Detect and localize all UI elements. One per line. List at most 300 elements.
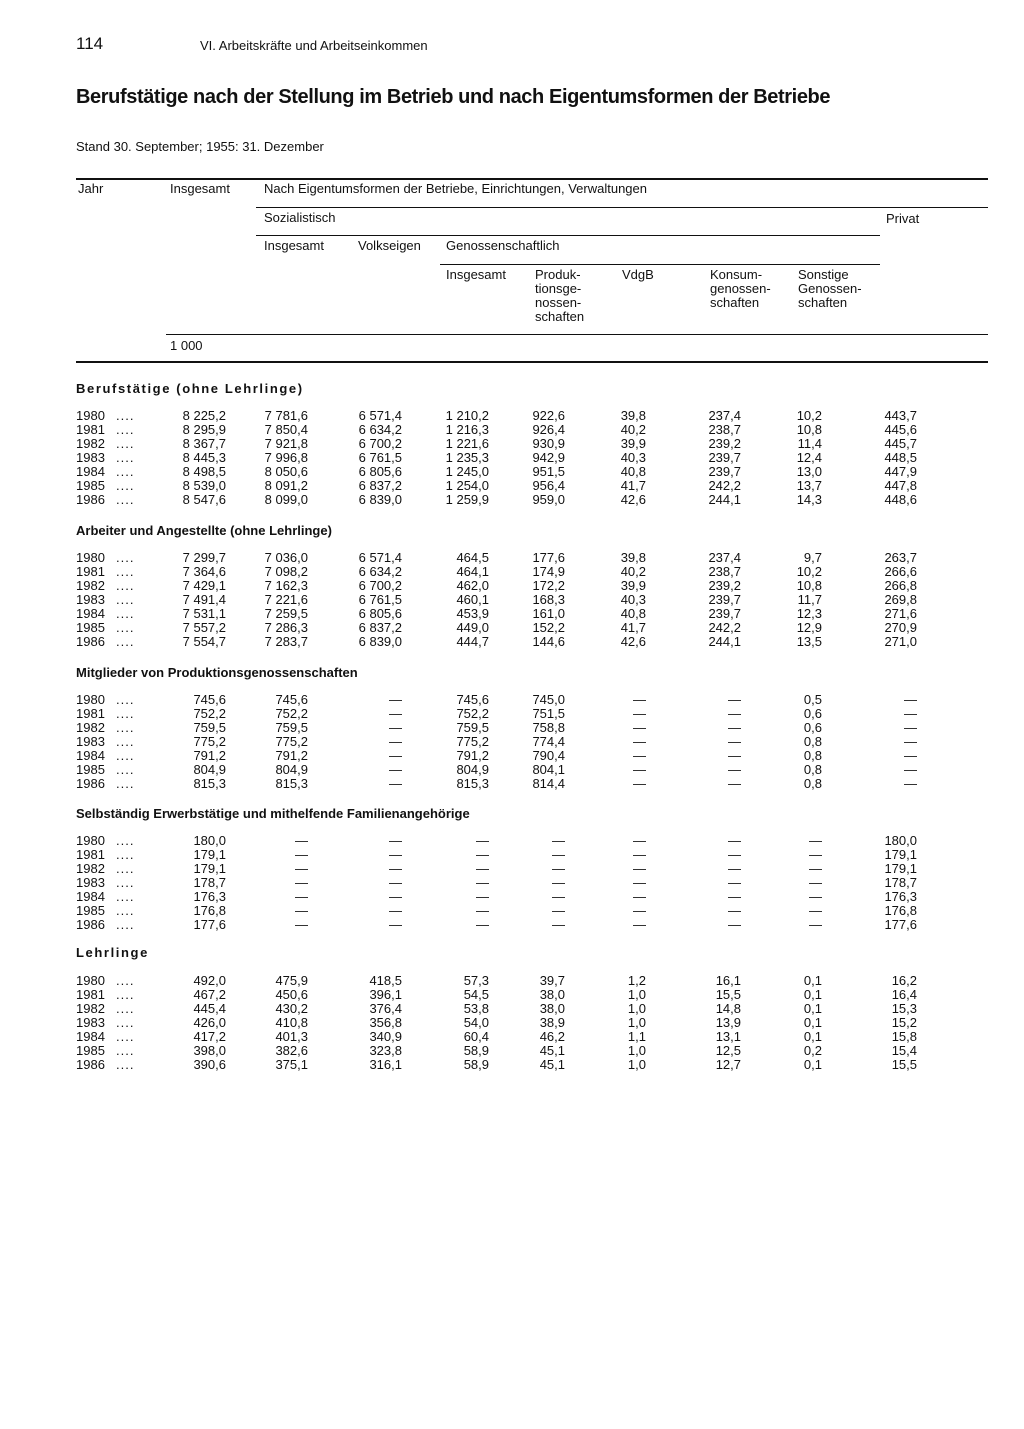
header-sonstige: Sonstige Genossen- schaften (798, 267, 862, 310)
leader-dots: .... (116, 478, 135, 493)
cell-privat: — (904, 706, 917, 721)
cell-volkseigen: — (389, 692, 402, 707)
section-title: Lehrlinge (76, 945, 149, 960)
cell-vdgb: — (633, 875, 646, 890)
cell-sonstige: — (809, 889, 822, 904)
cell-insgesamt: 815,3 (193, 776, 226, 791)
cell-produktion: — (552, 847, 565, 862)
header-vdgb: VdgB (622, 267, 654, 282)
cell-konsum: 12,5 (715, 1043, 741, 1058)
cell-insgesamt: 467,2 (193, 987, 226, 1002)
cell-produktion: 174,9 (532, 564, 565, 579)
cell-gen-insgesamt: 58,9 (463, 1043, 489, 1058)
header-insgesamt: Insgesamt (170, 181, 230, 196)
cell-sonstige: 0,1 (803, 1057, 822, 1072)
cell-privat: 271,6 (884, 606, 917, 621)
table-body (0, 551, 1024, 649)
cell-soz-insgesamt: 804,9 (275, 762, 308, 777)
cell-privat: 269,8 (884, 592, 917, 607)
cell-insgesamt: 417,2 (193, 1029, 226, 1044)
leader-dots: .... (116, 1029, 135, 1044)
cell-gen-insgesamt: 775,2 (456, 734, 489, 749)
table-body (0, 693, 1024, 791)
cell-konsum: — (728, 748, 741, 763)
cell-soz-insgesamt: — (295, 875, 308, 890)
cell-konsum: — (728, 833, 741, 848)
cell-privat: 445,6 (884, 422, 917, 437)
cell-volkseigen: 6 837,2 (358, 478, 402, 493)
table-row (0, 437, 1024, 451)
year-cell: 1983 (76, 450, 105, 465)
cell-vdgb: 40,8 (620, 464, 646, 479)
cell-volkseigen: — (389, 861, 402, 876)
cell-vdgb: — (633, 762, 646, 777)
cell-vdgb: 1,0 (627, 987, 646, 1002)
cell-volkseigen: 316,1 (369, 1057, 402, 1072)
year-cell: 1981 (76, 706, 105, 721)
table-row (0, 493, 1024, 507)
cell-insgesamt: 7 299,7 (182, 550, 226, 565)
cell-volkseigen: — (389, 917, 402, 932)
leader-dots: .... (116, 634, 135, 649)
table-row (0, 974, 1024, 988)
cell-vdgb: 39,9 (620, 436, 646, 451)
cell-privat: 15,2 (891, 1015, 917, 1030)
cell-produktion: 956,4 (532, 478, 565, 493)
cell-sonstige: 10,2 (796, 564, 822, 579)
leader-dots: .... (116, 847, 135, 862)
cell-soz-insgesamt: 7 781,6 (264, 408, 308, 423)
table-row (0, 777, 1024, 791)
cell-produktion: 177,6 (532, 550, 565, 565)
cell-soz-insgesamt: 430,2 (275, 1001, 308, 1016)
year-cell: 1984 (76, 464, 105, 479)
header-unit: 1 000 (170, 338, 203, 353)
year-cell: 1981 (76, 564, 105, 579)
cell-insgesamt: 7 364,6 (182, 564, 226, 579)
table-row (0, 876, 1024, 890)
cell-konsum: — (728, 847, 741, 862)
cell-gen-insgesamt: 1 245,0 (445, 464, 489, 479)
cell-produktion: 172,2 (532, 578, 565, 593)
leader-dots: .... (116, 550, 135, 565)
cell-volkseigen: 356,8 (369, 1015, 402, 1030)
cell-volkseigen: 340,9 (369, 1029, 402, 1044)
cell-gen-insgesamt: 759,5 (456, 720, 489, 735)
cell-insgesamt: 759,5 (193, 720, 226, 735)
leader-dots: .... (116, 720, 135, 735)
cell-gen-insgesamt: 745,6 (456, 692, 489, 707)
cell-konsum: — (728, 917, 741, 932)
cell-soz-insgesamt: 7 921,8 (264, 436, 308, 451)
cell-insgesamt: 8 498,5 (182, 464, 226, 479)
cell-volkseigen: — (389, 847, 402, 862)
cell-konsum: 15,5 (715, 987, 741, 1002)
header-jahr: Jahr (78, 181, 104, 196)
table-row (0, 409, 1024, 423)
cell-soz-insgesamt: — (295, 903, 308, 918)
cell-produktion: 38,0 (539, 1001, 565, 1016)
cell-gen-insgesamt: 815,3 (456, 776, 489, 791)
leader-dots: .... (116, 408, 135, 423)
cell-privat: 266,6 (884, 564, 917, 579)
cell-sonstige: 0,1 (803, 987, 822, 1002)
cell-produktion: 758,8 (532, 720, 565, 735)
leader-dots: .... (116, 1043, 135, 1058)
cell-konsum: 244,1 (708, 492, 741, 507)
cell-produktion: 926,4 (532, 422, 565, 437)
cell-privat: 270,9 (884, 620, 917, 635)
cell-sonstige: 0,8 (803, 776, 822, 791)
cell-insgesamt: 7 531,1 (182, 606, 226, 621)
cell-insgesamt: 7 557,2 (182, 620, 226, 635)
leader-dots: .... (116, 1001, 135, 1016)
year-cell: 1980 (76, 408, 105, 423)
cell-sonstige: — (809, 833, 822, 848)
cell-vdgb: — (633, 903, 646, 918)
cell-insgesamt: 7 429,1 (182, 578, 226, 593)
leader-dots: .... (116, 606, 135, 621)
year-cell: 1985 (76, 478, 105, 493)
cell-vdgb: — (633, 833, 646, 848)
year-cell: 1984 (76, 606, 105, 621)
cell-volkseigen: 6 761,5 (358, 592, 402, 607)
leader-dots: .... (116, 903, 135, 918)
leader-dots: .... (116, 987, 135, 1002)
cell-sonstige: 0,6 (803, 720, 822, 735)
cell-produktion: 922,6 (532, 408, 565, 423)
table-row (0, 1002, 1024, 1016)
cell-produktion: 804,1 (532, 762, 565, 777)
year-cell: 1982 (76, 861, 105, 876)
cell-produktion: 168,3 (532, 592, 565, 607)
cell-vdgb: 1,0 (627, 1001, 646, 1016)
cell-gen-insgesamt: 1 216,3 (445, 422, 489, 437)
cell-insgesamt: 178,7 (193, 875, 226, 890)
cell-insgesamt: 390,6 (193, 1057, 226, 1072)
cell-insgesamt: 179,1 (193, 847, 226, 862)
year-cell: 1986 (76, 634, 105, 649)
cell-vdgb: — (633, 861, 646, 876)
cell-gen-insgesamt: 460,1 (456, 592, 489, 607)
cell-sonstige: 14,3 (796, 492, 822, 507)
cell-vdgb: 42,6 (620, 634, 646, 649)
cell-privat: 176,8 (884, 903, 917, 918)
cell-gen-insgesamt: — (476, 875, 489, 890)
cell-volkseigen: 6 571,4 (358, 550, 402, 565)
cell-vdgb: — (633, 692, 646, 707)
cell-produktion: 161,0 (532, 606, 565, 621)
leader-dots: .... (116, 492, 135, 507)
cell-sonstige: 0,1 (803, 1029, 822, 1044)
section-title: Arbeiter und Angestellte (ohne Lehrlinge) (76, 523, 332, 538)
leader-dots: .... (116, 1015, 135, 1030)
cell-insgesamt: 445,4 (193, 1001, 226, 1016)
table-row (0, 593, 1024, 607)
cell-produktion: 930,9 (532, 436, 565, 451)
cell-sonstige: — (809, 847, 822, 862)
cell-gen-insgesamt: 60,4 (463, 1029, 489, 1044)
cell-konsum: — (728, 889, 741, 904)
table-row (0, 451, 1024, 465)
year-cell: 1983 (76, 1015, 105, 1030)
header-volkseigen: Volkseigen (358, 238, 421, 253)
cell-produktion: 152,2 (532, 620, 565, 635)
cell-produktion: 790,4 (532, 748, 565, 763)
cell-produktion: — (552, 861, 565, 876)
cell-soz-insgesamt: 815,3 (275, 776, 308, 791)
cell-insgesamt: 8 539,0 (182, 478, 226, 493)
cell-gen-insgesamt: 464,5 (456, 550, 489, 565)
year-cell: 1980 (76, 833, 105, 848)
cell-insgesamt: 7 491,4 (182, 592, 226, 607)
table-header-bottom-rule (76, 361, 988, 363)
cell-privat: 271,0 (884, 634, 917, 649)
cell-privat: 447,8 (884, 478, 917, 493)
cell-privat: 179,1 (884, 847, 917, 862)
cell-soz-insgesamt: — (295, 917, 308, 932)
year-cell: 1981 (76, 847, 105, 862)
cell-konsum: 237,4 (708, 550, 741, 565)
cell-volkseigen: — (389, 720, 402, 735)
header-genossenschaftlich: Genossenschaftlich (446, 238, 560, 253)
cell-produktion: — (552, 833, 565, 848)
cell-gen-insgesamt: — (476, 889, 489, 904)
cell-soz-insgesamt: 775,2 (275, 734, 308, 749)
table-row (0, 735, 1024, 749)
table-body (0, 974, 1024, 1072)
cell-privat: 15,3 (891, 1001, 917, 1016)
cell-soz-insgesamt: 7 286,3 (264, 620, 308, 635)
table-body (0, 834, 1024, 932)
header-soz-insgesamt: Insgesamt (264, 238, 324, 253)
cell-soz-insgesamt: 752,2 (275, 706, 308, 721)
cell-gen-insgesamt: — (476, 917, 489, 932)
cell-soz-insgesamt: 7 221,6 (264, 592, 308, 607)
cell-vdgb: — (633, 706, 646, 721)
cell-vdgb: — (633, 748, 646, 763)
cell-privat: 448,5 (884, 450, 917, 465)
year-cell: 1982 (76, 436, 105, 451)
cell-konsum: 239,7 (708, 592, 741, 607)
header-produktion: Produk- tionsge- nossen- schaften (535, 267, 585, 324)
year-cell: 1982 (76, 720, 105, 735)
cell-privat: 178,7 (884, 875, 917, 890)
leader-dots: .... (116, 436, 135, 451)
cell-privat: — (904, 734, 917, 749)
cell-produktion: 814,4 (532, 776, 565, 791)
cell-produktion: — (552, 875, 565, 890)
year-cell: 1982 (76, 1001, 105, 1016)
cell-privat: 16,4 (891, 987, 917, 1002)
cell-gen-insgesamt: — (476, 847, 489, 862)
table-row (0, 1058, 1024, 1072)
cell-volkseigen: 6 761,5 (358, 450, 402, 465)
cell-vdgb: 1,0 (627, 1043, 646, 1058)
cell-produktion: 39,7 (539, 973, 565, 988)
cell-insgesamt: 177,6 (193, 917, 226, 932)
table-row (0, 763, 1024, 777)
year-cell: 1982 (76, 578, 105, 593)
cell-konsum: 239,2 (708, 578, 741, 593)
cell-vdgb: 42,6 (620, 492, 646, 507)
cell-sonstige: 12,3 (796, 606, 822, 621)
cell-vdgb: 40,2 (620, 564, 646, 579)
table-row (0, 1030, 1024, 1044)
table-row (0, 479, 1024, 493)
cell-gen-insgesamt: 1 221,6 (445, 436, 489, 451)
cell-produktion: 38,9 (539, 1015, 565, 1030)
cell-soz-insgesamt: 759,5 (275, 720, 308, 735)
cell-sonstige: 0,2 (803, 1043, 822, 1058)
cell-konsum: 12,7 (715, 1057, 741, 1072)
cell-soz-insgesamt: 475,9 (275, 973, 308, 988)
cell-produktion: 942,9 (532, 450, 565, 465)
cell-produktion: 45,1 (539, 1057, 565, 1072)
cell-privat: 443,7 (884, 408, 917, 423)
section-title: Berufstätige (ohne Lehrlinge) (76, 381, 304, 396)
cell-produktion: 46,2 (539, 1029, 565, 1044)
leader-dots: .... (116, 1057, 135, 1072)
cell-vdgb: 41,7 (620, 620, 646, 635)
cell-gen-insgesamt: 444,7 (456, 634, 489, 649)
cell-soz-insgesamt: — (295, 889, 308, 904)
cell-privat: 176,3 (884, 889, 917, 904)
cell-konsum: 242,2 (708, 620, 741, 635)
cell-gen-insgesamt: — (476, 861, 489, 876)
table-row (0, 749, 1024, 763)
cell-vdgb: 41,7 (620, 478, 646, 493)
cell-insgesamt: 745,6 (193, 692, 226, 707)
year-cell: 1983 (76, 734, 105, 749)
cell-produktion: 745,0 (532, 692, 565, 707)
cell-vdgb: — (633, 720, 646, 735)
table-top-rule (76, 178, 988, 180)
cell-produktion: — (552, 917, 565, 932)
cell-volkseigen: 6 700,2 (358, 578, 402, 593)
cell-privat: — (904, 762, 917, 777)
cell-konsum: 239,7 (708, 606, 741, 621)
cell-produktion: 959,0 (532, 492, 565, 507)
cell-volkseigen: — (389, 889, 402, 904)
cell-vdgb: 40,8 (620, 606, 646, 621)
cell-insgesamt: 426,0 (193, 1015, 226, 1030)
cell-privat: 15,8 (891, 1029, 917, 1044)
cell-volkseigen: — (389, 875, 402, 890)
cell-vdgb: 1,0 (627, 1057, 646, 1072)
cell-soz-insgesamt: 7 259,5 (264, 606, 308, 621)
cell-konsum: 16,1 (715, 973, 741, 988)
cell-volkseigen: — (389, 706, 402, 721)
cell-volkseigen: 6 700,2 (358, 436, 402, 451)
cell-sonstige: 0,1 (803, 1001, 822, 1016)
cell-volkseigen: 6 571,4 (358, 408, 402, 423)
cell-produktion: 38,0 (539, 987, 565, 1002)
cell-volkseigen: — (389, 762, 402, 777)
cell-volkseigen: 6 634,2 (358, 564, 402, 579)
cell-gen-insgesamt: 58,9 (463, 1057, 489, 1072)
cell-vdgb: 40,3 (620, 450, 646, 465)
cell-gen-insgesamt: — (476, 903, 489, 918)
year-cell: 1984 (76, 1029, 105, 1044)
year-cell: 1985 (76, 903, 105, 918)
cell-volkseigen: 6 837,2 (358, 620, 402, 635)
cell-sonstige: 11,4 (797, 436, 822, 451)
cell-privat: 179,1 (884, 861, 917, 876)
cell-konsum: 244,1 (708, 634, 741, 649)
rule-genossenschaftlich (440, 264, 880, 265)
cell-sonstige: 0,1 (803, 1015, 822, 1030)
cell-gen-insgesamt: 53,8 (463, 1001, 489, 1016)
cell-gen-insgesamt: 752,2 (456, 706, 489, 721)
cell-insgesamt: 176,3 (193, 889, 226, 904)
leader-dots: .... (116, 917, 135, 932)
leader-dots: .... (116, 889, 135, 904)
leader-dots: .... (116, 578, 135, 593)
leader-dots: .... (116, 833, 135, 848)
cell-konsum: — (728, 875, 741, 890)
cell-soz-insgesamt: — (295, 861, 308, 876)
cell-soz-insgesamt: 745,6 (275, 692, 308, 707)
table-row (0, 579, 1024, 593)
cell-sonstige: 0,6 (803, 706, 822, 721)
cell-insgesamt: 791,2 (193, 748, 226, 763)
section-title: Selbständig Erwerbstätige und mithelfende Familienangehörige (76, 806, 470, 821)
cell-privat: — (904, 776, 917, 791)
cell-konsum: 239,2 (708, 436, 741, 451)
cell-sonstige: 0,1 (803, 973, 822, 988)
cell-privat: 266,8 (884, 578, 917, 593)
cell-volkseigen: 6 839,0 (358, 492, 402, 507)
leader-dots: .... (116, 861, 135, 876)
cell-produktion: — (552, 889, 565, 904)
table-row (0, 565, 1024, 579)
cell-gen-insgesamt: 453,9 (456, 606, 489, 621)
cell-vdgb: — (633, 734, 646, 749)
cell-volkseigen: 6 839,0 (358, 634, 402, 649)
table-row (0, 834, 1024, 848)
cell-konsum: — (728, 734, 741, 749)
cell-insgesamt: 398,0 (193, 1043, 226, 1058)
cell-insgesamt: 775,2 (193, 734, 226, 749)
cell-insgesamt: 8 295,9 (182, 422, 226, 437)
cell-gen-insgesamt: 1 210,2 (445, 408, 489, 423)
cell-produktion: 951,5 (532, 464, 565, 479)
table-row (0, 607, 1024, 621)
header-sozialistisch: Sozialistisch (264, 210, 336, 225)
leader-dots: .... (116, 706, 135, 721)
cell-soz-insgesamt: — (295, 847, 308, 862)
year-cell: 1980 (76, 692, 105, 707)
cell-volkseigen: 6 634,2 (358, 422, 402, 437)
rule-eigentum (256, 207, 988, 208)
cell-privat: 447,9 (884, 464, 917, 479)
table-row (0, 918, 1024, 932)
cell-soz-insgesamt: 8 099,0 (264, 492, 308, 507)
cell-gen-insgesamt: 54,5 (463, 987, 489, 1002)
table-row (0, 551, 1024, 565)
leader-dots: .... (116, 875, 135, 890)
cell-konsum: 242,2 (708, 478, 741, 493)
cell-privat: — (904, 748, 917, 763)
table-row (0, 904, 1024, 918)
stand-note: Stand 30. September; 1955: 31. Dezember (76, 139, 324, 154)
cell-gen-insgesamt: 462,0 (456, 578, 489, 593)
table-row (0, 890, 1024, 904)
cell-sonstige: 10,2 (796, 408, 822, 423)
cell-sonstige: 9,7 (803, 550, 822, 565)
cell-gen-insgesamt: 449,0 (456, 620, 489, 635)
